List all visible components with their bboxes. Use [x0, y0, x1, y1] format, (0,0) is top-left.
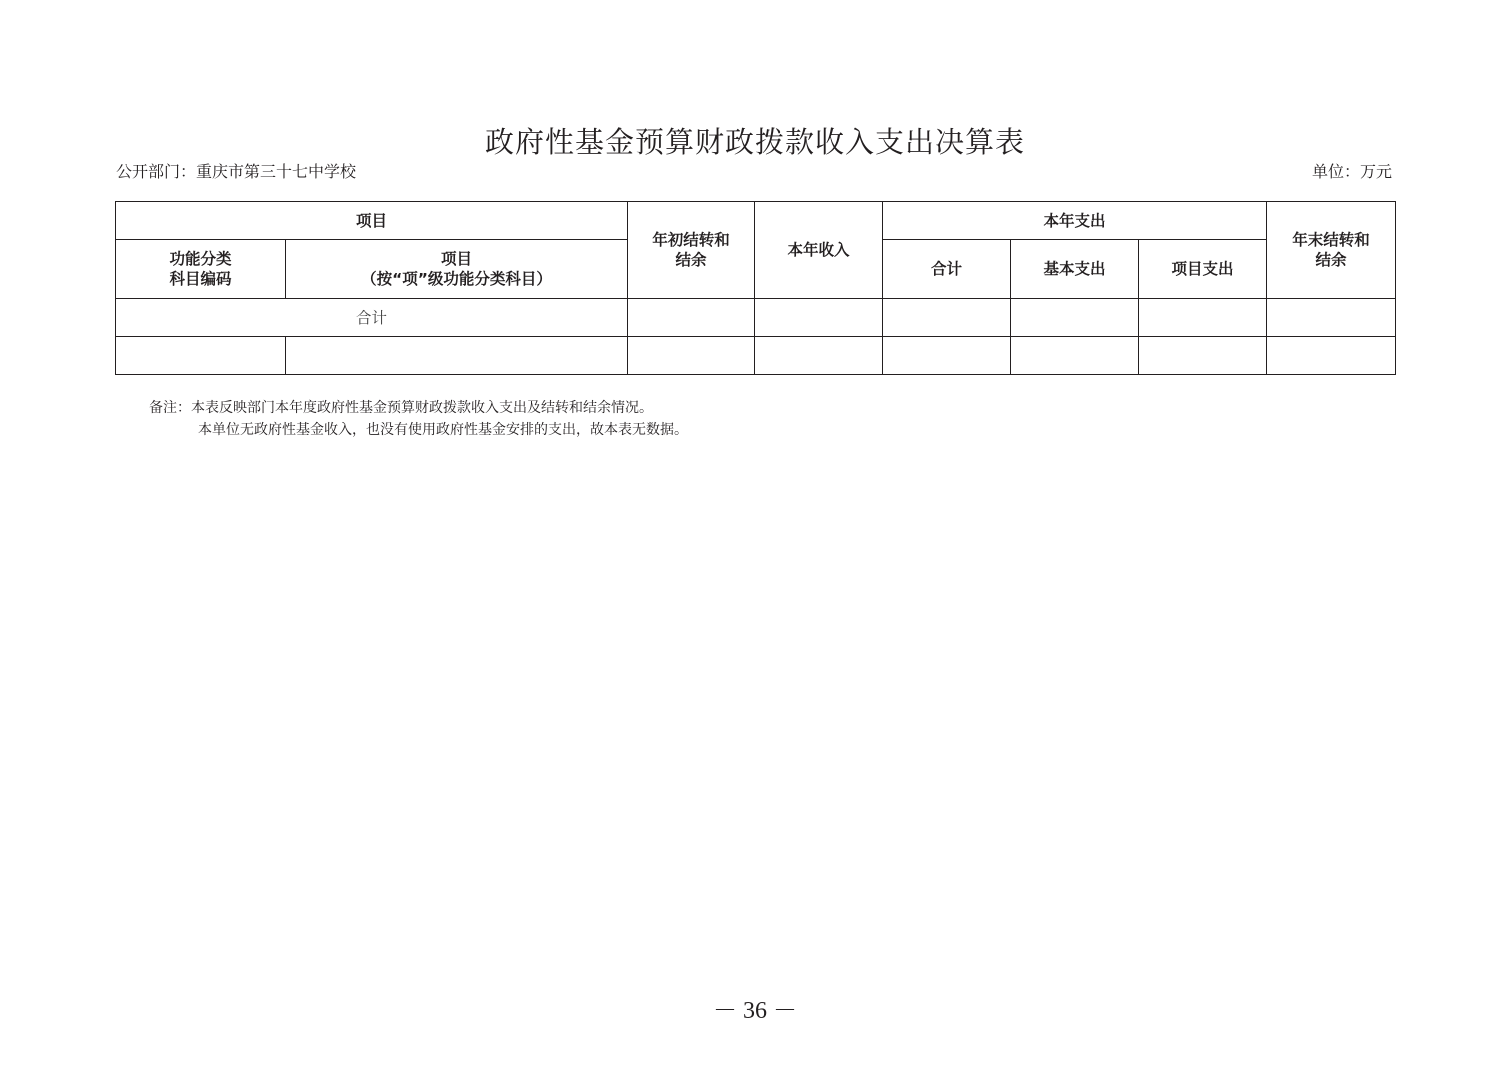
- cell-begin: [628, 337, 755, 375]
- header-item-name-line2: （按“项”级功能分类科目）: [361, 270, 552, 288]
- report-table: [115, 201, 1396, 375]
- page-number: － 36 －: [713, 998, 797, 1024]
- header-item-name: [286, 240, 628, 299]
- row-total-expense-project: [1139, 299, 1267, 337]
- header-item: 项目: [116, 202, 628, 240]
- header-func-code-line2: 科目编码: [169, 270, 232, 288]
- row-total-end: [1267, 299, 1396, 337]
- cell-income: [755, 337, 883, 375]
- header-end-balance: [1267, 202, 1396, 299]
- cell-expense-total: [883, 337, 1011, 375]
- row-total-expense-basic: [1011, 299, 1139, 337]
- header-item-name-line1: 项目: [441, 250, 473, 268]
- cell-expense-project: [1139, 337, 1267, 375]
- cell-expense-basic: [1011, 337, 1139, 375]
- page-title: 政府性基金预算财政拨款收入支出决算表: [484, 125, 1025, 159]
- footnote: [149, 397, 688, 441]
- cell-item-name: [286, 337, 628, 375]
- header-begin-balance-line1: 年初结转和: [652, 231, 730, 249]
- header-end-balance-line1: 年末结转和: [1292, 231, 1370, 249]
- table-row: [116, 337, 1396, 375]
- header-end-balance-line2: 结余: [1315, 251, 1347, 269]
- footnote-line2: 本单位无政府性基金收入，也没有使用政府性基金安排的支出，故本表无数据。: [198, 422, 688, 438]
- cell-end: [1267, 337, 1396, 375]
- department-label: 公开部门：重庆市第三十七中学校: [116, 162, 357, 181]
- unit-label: 单位：万元: [1311, 162, 1392, 181]
- table-row-total: [116, 299, 1396, 337]
- cell-func-code: [116, 337, 286, 375]
- header-income: 本年收入: [755, 202, 883, 299]
- header-begin-balance: [628, 202, 755, 299]
- header-begin-balance-line2: 结余: [675, 251, 707, 269]
- header-func-code: [116, 240, 286, 299]
- footnote-line1: 备注：本表反映部门本年度政府性基金预算财政拨款收入支出及结转和结余情况。: [149, 400, 653, 416]
- header-func-code-line1: 功能分类: [169, 250, 232, 268]
- row-total-begin: [628, 299, 755, 337]
- header-expense-project: 项目支出: [1139, 240, 1267, 299]
- header-expense-basic: 基本支出: [1011, 240, 1139, 299]
- header-expense: 本年支出: [883, 202, 1267, 240]
- row-total-label: 合计: [116, 299, 628, 337]
- header-expense-total: 合计: [883, 240, 1011, 299]
- row-total-expense-total: [883, 299, 1011, 337]
- row-total-income: [755, 299, 883, 337]
